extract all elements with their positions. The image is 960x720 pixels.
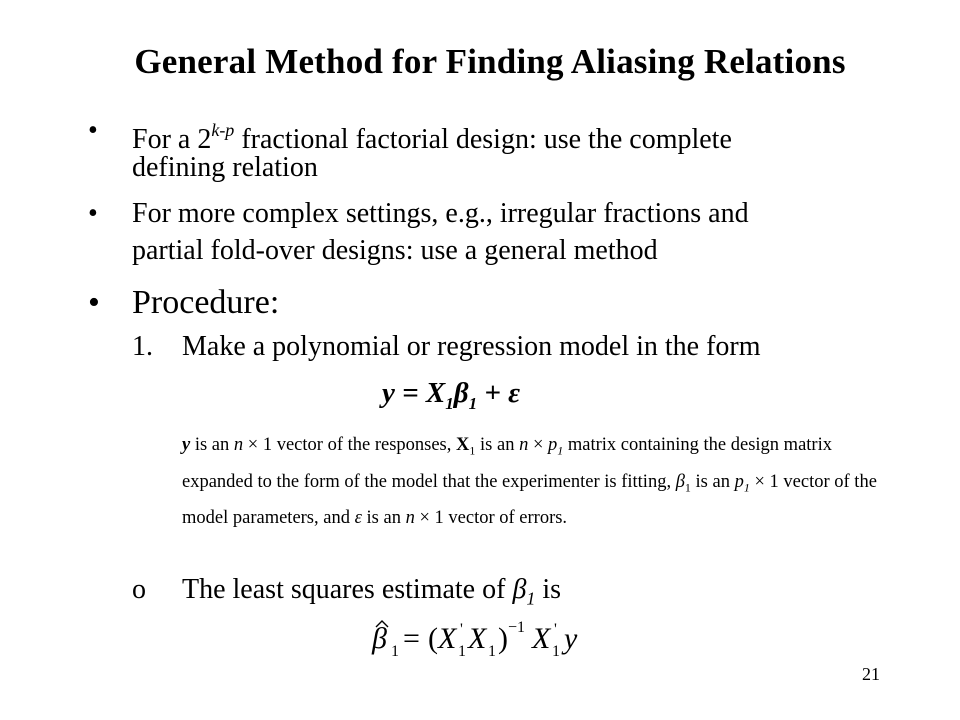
subscript-one: 1 [552, 643, 560, 660]
bullet-marker: • [88, 115, 98, 146]
inverse-exponent: −1 [508, 619, 526, 636]
equals-sign: = [403, 622, 420, 655]
bullet-line: For a 2$^{k-p}$ fractional factorial design: use the complete [132, 120, 732, 155]
prime-mark: ' [460, 621, 463, 638]
procedure-label: Procedure: [132, 284, 280, 321]
slide-title: General Method for Finding Aliasing Relations [134, 42, 846, 81]
subscript-one: 1 [488, 643, 496, 660]
step-text: Make a polynomial or regression model in the form [182, 331, 761, 362]
x-prime-symbol: X [438, 622, 457, 655]
x-symbol: X [468, 622, 487, 655]
bullet-line: For more complex settings, e.g., irregular fractions and [132, 198, 749, 229]
subscript-one: 1 [458, 643, 466, 660]
bullet-marker: • [88, 284, 100, 321]
left-paren: ( [428, 622, 438, 655]
substep-marker: o [132, 574, 146, 605]
bullet-line: defining relation [132, 152, 318, 183]
substep-text: The least squares estimate of $\beta_1$ is [182, 574, 562, 609]
least-squares-formula [370, 618, 620, 667]
formula-graphic [370, 618, 620, 662]
model-equation: $y = X_1\beta_1 + \varepsilon$ [382, 377, 521, 413]
subscript-one: 1 [391, 643, 399, 660]
step-number: 1. [132, 331, 153, 362]
y-symbol: y [564, 622, 578, 655]
model-description: y is an n × 1 vector of the responses, $X_1$ is an $n \times p_1$ matrix containing the design matrix expanded to the form of the model that the experimenter is fitting, $\beta_1$ is an $p_1 \times 1$ vector of the model parameters, and ε is an n × 1 vector of errors. [182, 435, 877, 529]
right-paren: ) [498, 622, 508, 655]
beta-hat-symbol: β [372, 622, 387, 655]
bullet-marker: • [88, 198, 98, 229]
x-prime-symbol: X [532, 622, 551, 655]
bullet-line: partial fold-over designs: use a general method [132, 235, 658, 266]
prime-mark: ' [554, 621, 557, 638]
page-number: 21 [862, 664, 880, 684]
